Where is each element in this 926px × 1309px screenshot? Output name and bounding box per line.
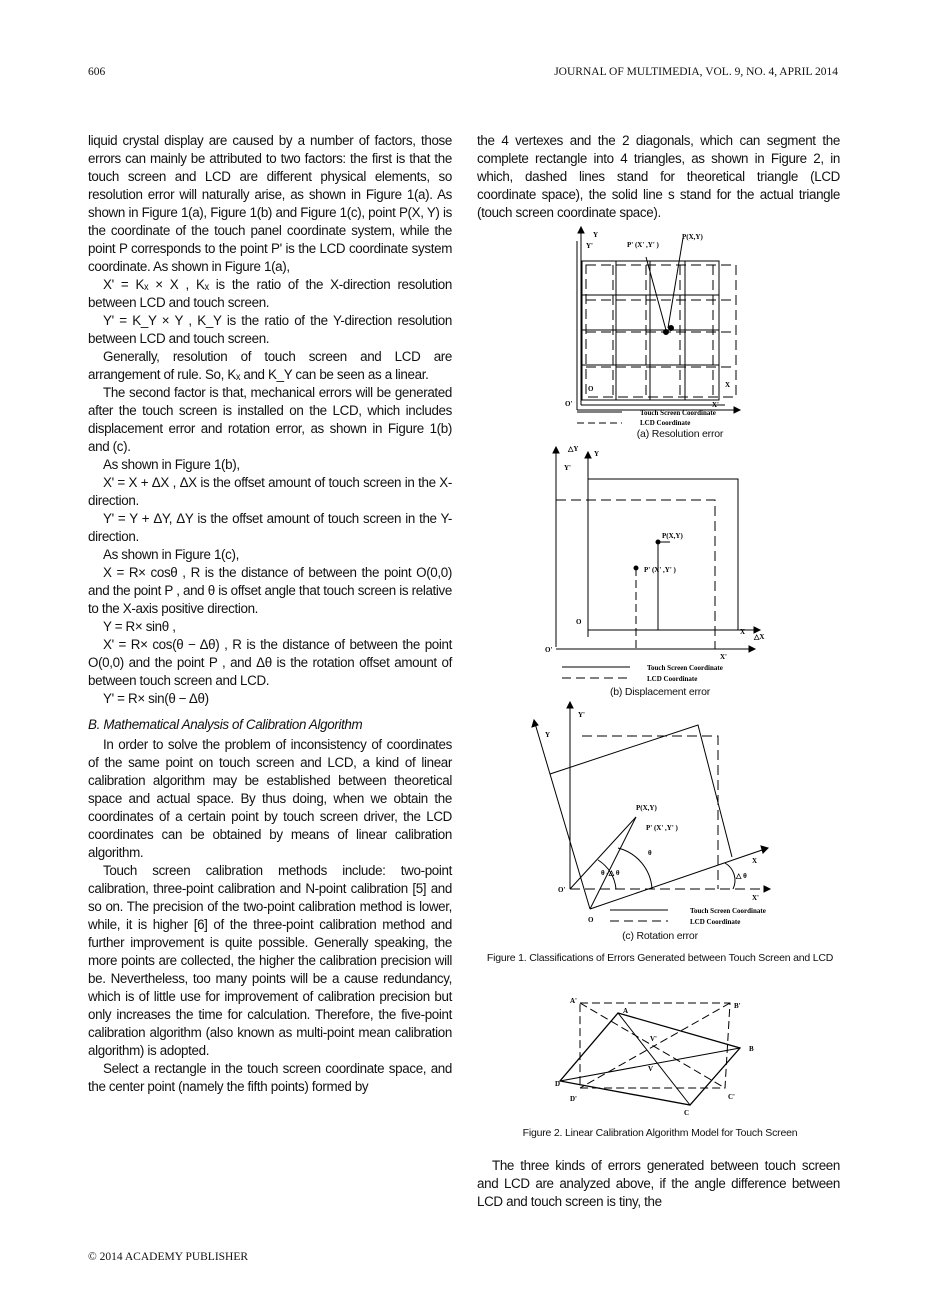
- x-prime-label: X': [712, 401, 719, 409]
- figure-1b-caption: (b) Displacement error: [609, 686, 711, 698]
- legend-touch: Touch Screen Coordinate: [647, 664, 723, 672]
- p-prime-label: P' (X' ,Y' ): [646, 824, 678, 832]
- figure-1a-caption: (a) Resolution error: [636, 428, 724, 440]
- paragraph: Y' = K_Y × Y , K_Y is the ratio of the Y-direction resolution between LCD and touch screen.: [88, 313, 452, 346]
- o-label: O: [588, 385, 594, 393]
- b-label: B: [749, 1045, 754, 1053]
- journal-header: JOURNAL OF MULTIMEDIA, VOL. 9, NO. 4, APRIL 2014: [554, 66, 838, 78]
- y-axis-label: Y: [594, 450, 600, 458]
- figure-1b-displacement-error: [540, 442, 780, 692]
- page-number: 606: [88, 66, 106, 78]
- paragraph: Y' = R× sin(θ − Δθ): [103, 691, 209, 706]
- paragraph: The second factor is that, mechanical errors will be generated after the touch screen is installed on the LCD, which includes displacement error and rotation error, as shown in Figure 1(b) and (c).: [88, 385, 452, 454]
- delta-theta-label: △ θ: [736, 872, 747, 880]
- legend-lcd: LCD Coordinate: [690, 918, 741, 926]
- c-prime-label: C': [728, 1093, 735, 1101]
- theta-label: θ: [648, 849, 652, 857]
- y-axis-label: Y: [593, 231, 599, 239]
- p-prime-label: P' (X' ,Y' ): [644, 566, 676, 574]
- paragraph: Touch screen calibration methods include: two-point calibration, three-point calibration and N-point calibration [5] and so on. The precision of the two-point calibration method is lower, while, it is higher [6] of the three-point calibration method and further improvement is quite possible. Generally speaking, the more points are collected, the higher the calibration precision will be. Nevertheless, too many points will be a cause redundancy, which is of little use for improvement of calibration precision but only increases the time for calculation. Therefore, the five-point calibration algorithm (also known as multi-point mean calibration algorithm) is adopted.: [88, 863, 452, 1058]
- figure-2-calibration-model: [550, 993, 780, 1118]
- x-prime-label: X': [720, 653, 727, 661]
- figure-1c-rotation-error: [530, 700, 830, 930]
- paragraph: Y = R× sinθ ,: [103, 619, 176, 634]
- legend-lcd: LCD Coordinate: [647, 675, 698, 683]
- delta-y-label: △Y: [568, 445, 579, 453]
- o-label: O: [576, 618, 582, 626]
- y-prime-label: Y': [564, 464, 571, 472]
- paragraph: Generally, resolution of touch screen and LCD are arrangement of rule. So, Kₓ and K_Y can be seen as a linear.: [88, 349, 452, 382]
- left-column: [88, 132, 452, 1096]
- right-column-bottom: [477, 1157, 840, 1211]
- paragraph: Select a rectangle in the touch screen coordinate space, and the center point (namely the fifth points) formed by: [88, 1061, 452, 1094]
- right-column-top: [477, 132, 840, 222]
- d-prime-label: D': [570, 1095, 577, 1103]
- x-axis-label: X: [725, 381, 731, 389]
- x-axis-label: X: [752, 857, 758, 865]
- footer-copyright: © 2014 ACADEMY PUBLISHER: [88, 1251, 249, 1263]
- p-label: P(X,Y): [662, 532, 683, 540]
- y-axis-label: Y: [545, 731, 551, 739]
- paragraph: the 4 vertexes and the 2 diagonals, which can segment the complete rectangle into 4 triangles, as shown in Figure 2, in which, dashed lines stand for theoretical triangle (LCD coordinate space), the solid line s stand for the actual triangle (touch screen coordinate space).: [477, 133, 840, 220]
- p-prime-label: P' (X' ,Y' ): [627, 241, 659, 249]
- legend-touch: Touch Screen Coordinate: [690, 907, 766, 915]
- o-prime-label: O': [545, 646, 553, 654]
- y-prime-label: Y': [586, 242, 593, 250]
- x-axis-label: X: [740, 628, 746, 636]
- paragraph: In order to solve the problem of inconsistency of coordinates of the same point on touch screen and LCD, a kind of linear calibration algorithm may be established between theoretical space and actual space. By thus doing, when we obtain the coordinates of a certain point by touch screen driver, the LCD coordinates can be obtained by means of linear calibration algorithm.: [88, 737, 452, 860]
- paragraph: X = R× cosθ , R is the distance of between the point O(0,0) and the point P , and θ is offset angle that touch screen is relative to the X-axis positive direction.: [88, 565, 452, 616]
- legend-lcd: LCD Coordinate: [640, 419, 691, 427]
- paragraph: X' = Kₓ × X , Kₓ is the ratio of the X-direction resolution between LCD and touch screen.: [88, 277, 452, 310]
- paragraph: Y' = Y + ΔY, ΔY is the offset amount of touch screen in the Y-direction.: [88, 511, 452, 544]
- figure-1c-caption: (c) Rotation error: [622, 930, 698, 942]
- a-prime-label: A': [570, 997, 577, 1005]
- paragraph: As shown in Figure 1(c),: [103, 547, 239, 562]
- figure-1-caption: Figure 1. Classifications of Errors Generated between Touch Screen and LCD: [486, 952, 834, 964]
- theta-minus-label: θ -△ θ: [601, 869, 620, 877]
- x-prime-label: X': [752, 894, 759, 902]
- legend-touch: Touch Screen Coordinate: [640, 409, 716, 417]
- v-prime-label: V': [650, 1035, 657, 1043]
- y-prime-label: Y': [578, 711, 585, 719]
- paragraph: liquid crystal display are caused by a number of factors, those errors can mainly be attributed to two factors: the first is that the touch screen and LCD are different physical elements, so resolution error will naturally arise, as shown in Figure 1(a). As shown in Figure 1(a), Figure 1(b) and Figure 1(c), point P(X, Y) is the coordinate of the touch panel coordinate system, while the point P corresponds to the point P' is the LCD coordinate system coordinate. As shown in Figure 1(a),: [88, 133, 452, 274]
- c-label: C: [684, 1109, 690, 1117]
- v-label: V: [648, 1065, 654, 1073]
- o-prime-label: O': [565, 400, 573, 408]
- paragraph: X' = R× cos(θ − Δθ) , R is the distance of between the point O(0,0) and the point P , and Δθ is the rotation offset amount of between touch screen and LCD.: [88, 637, 452, 688]
- p-label: P(X,Y): [636, 804, 657, 812]
- paragraph: X' = X + ΔX , ΔX is the offset amount of touch screen in the X-direction.: [88, 475, 452, 508]
- figure-1a-resolution-error: [560, 225, 800, 445]
- o-label: O: [588, 916, 594, 924]
- b-prime-label: B': [734, 1002, 741, 1010]
- section-heading: B. Mathematical Analysis of Calibration Algorithm: [88, 717, 363, 732]
- p-label: P(X,Y): [682, 233, 703, 241]
- figure-2-caption: Figure 2. Linear Calibration Algorithm Model for Touch Screen: [522, 1127, 798, 1139]
- paragraph: The three kinds of errors generated between touch screen and LCD are analyzed above, if the angle difference between LCD and touch screen is tiny, the: [477, 1158, 840, 1209]
- o-prime-label: O': [558, 886, 566, 894]
- d-label: D: [555, 1080, 561, 1088]
- a-label: A: [623, 1007, 629, 1015]
- paragraph: As shown in Figure 1(b),: [103, 457, 240, 472]
- delta-x-label: △X: [754, 633, 765, 641]
